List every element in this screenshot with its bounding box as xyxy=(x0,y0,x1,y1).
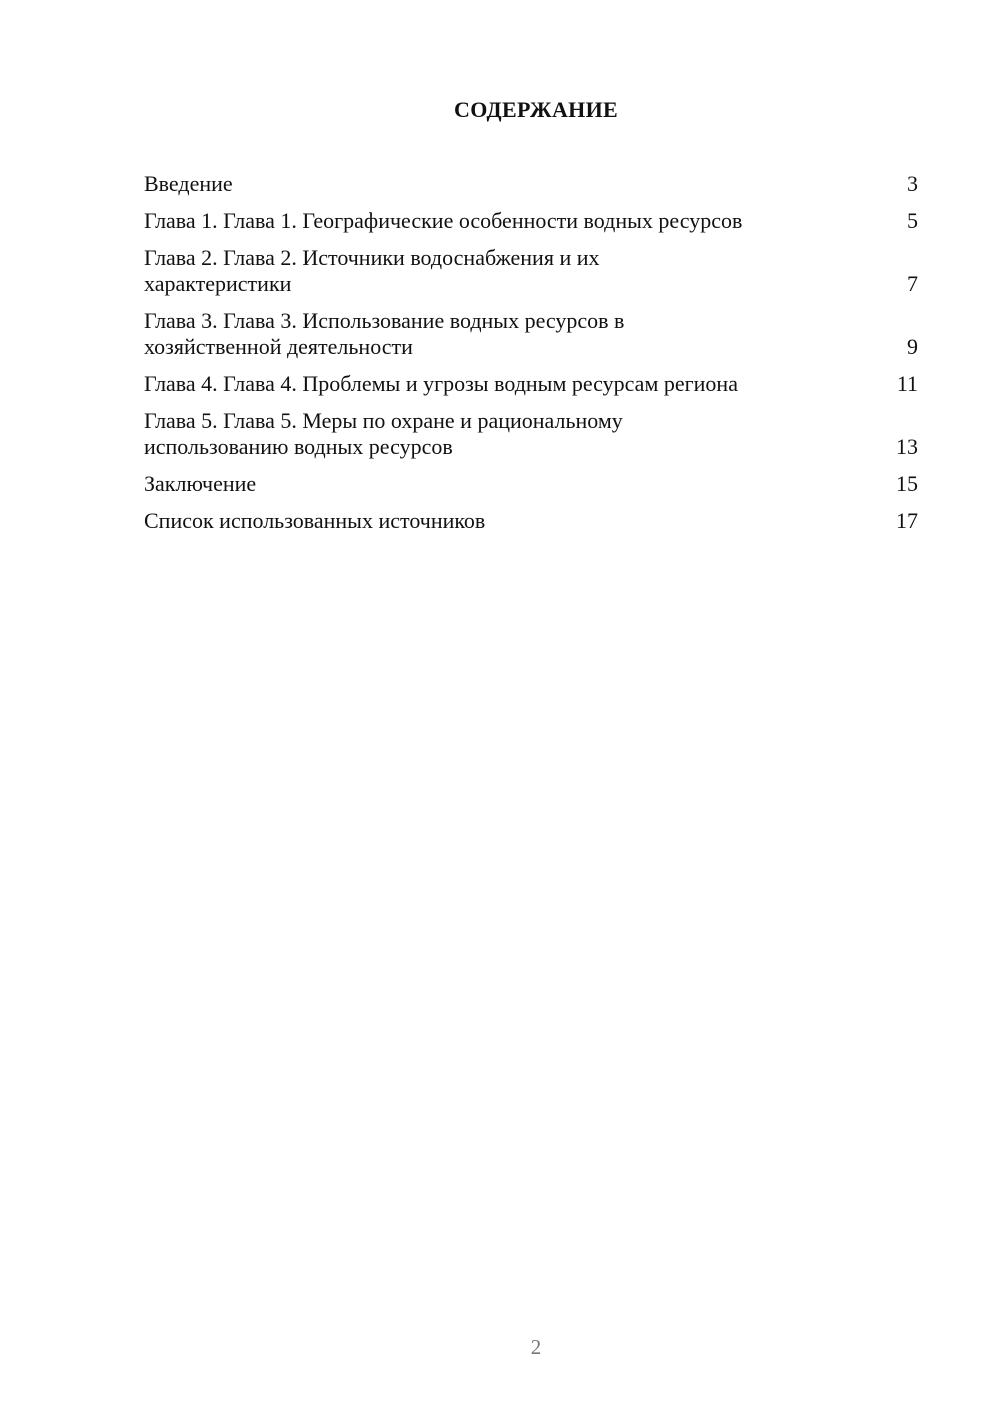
toc-entry-chapter-2 xyxy=(144,245,918,297)
toc-entry-label xyxy=(144,171,233,197)
toc-entry-page: 9 xyxy=(907,334,918,359)
toc-entry-page: 15 xyxy=(896,471,918,496)
toc-entry-page: 11 xyxy=(896,371,918,396)
toc-entry-page: 3 xyxy=(907,171,918,196)
toc-entry-page: 17 xyxy=(896,508,918,533)
toc-entry-introduction xyxy=(144,171,918,197)
toc-entry-line: использованию водных ресурсов xyxy=(144,434,453,459)
toc-entry-page: 7 xyxy=(907,271,918,296)
toc-entry-line: Глава 5. Глава 5. Меры по охране и рациональному xyxy=(144,408,623,433)
toc-entry-line: Заключение xyxy=(144,471,257,496)
toc-entry-references xyxy=(144,508,918,534)
toc-entry-page: 13 xyxy=(896,434,918,459)
toc-entry-label xyxy=(144,208,742,234)
toc-entry-line: характеристики xyxy=(144,271,292,296)
toc-entry-line: Список использованных источников xyxy=(144,508,486,533)
toc-entry-label xyxy=(144,408,623,460)
page-number: 2 xyxy=(530,1335,542,1359)
toc-entry-chapter-4 xyxy=(144,371,918,397)
toc-entry-label xyxy=(144,471,256,497)
toc-entry-line: Глава 1. Глава 1. Географические особенности водных ресурсов xyxy=(144,208,743,233)
table-of-contents xyxy=(144,171,918,545)
toc-entry-line: Глава 3. Глава 3. Использование водных ресурсов в xyxy=(144,308,625,333)
toc-entry-chapter-1 xyxy=(144,208,918,234)
toc-entry-page: 5 xyxy=(907,208,918,233)
toc-entry-line: Глава 2. Глава 2. Источники водоснабжения и их xyxy=(144,245,600,270)
toc-entry-label xyxy=(144,245,600,297)
toc-entry-chapter-3 xyxy=(144,308,918,360)
toc-entry-line: Глава 4. Глава 4. Проблемы и угрозы водным ресурсам региона xyxy=(144,371,738,396)
toc-entry-conclusion xyxy=(144,471,918,497)
toc-entry-label xyxy=(144,371,738,397)
toc-entry-line: хозяйственной деятельности xyxy=(144,334,413,359)
toc-entry-line: Введение xyxy=(144,171,233,196)
toc-entry-chapter-5 xyxy=(144,408,918,460)
toc-entry-label xyxy=(144,508,485,534)
toc-entry-label xyxy=(144,308,624,360)
toc-title: СОДЕРЖАНИЕ xyxy=(454,97,618,122)
